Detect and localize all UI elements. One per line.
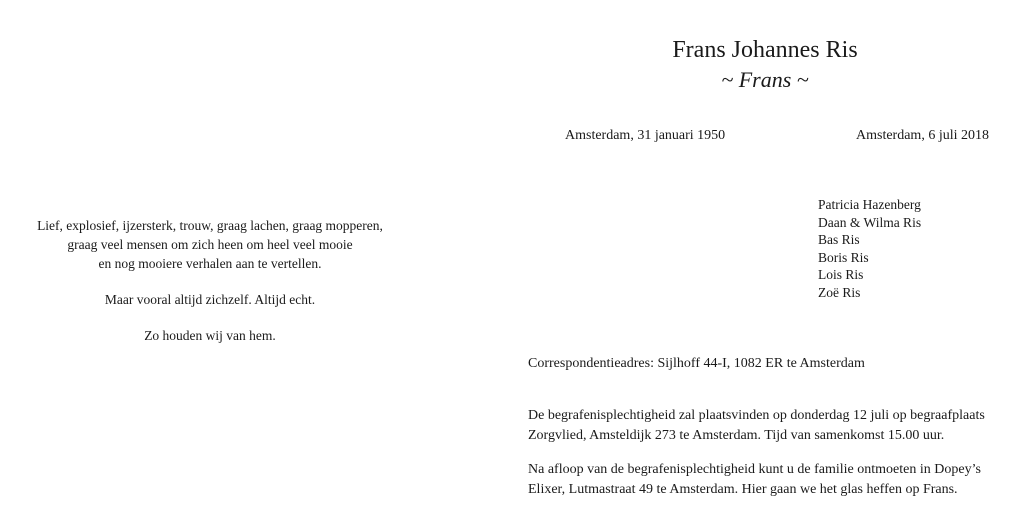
family-member: Daan & Wilma Ris: [818, 214, 922, 230]
family-member: Boris Ris: [818, 249, 869, 265]
tribute-line: Maar vooral altijd zichzelf. Altijd echt.: [104, 292, 316, 307]
correspondence-address: Correspondentieadres: Sijlhoff 44-I, 1082 ER te Amsterdam: [528, 356, 865, 371]
tribute-line: Zo houden wij van hem.: [144, 328, 276, 343]
death-place-date: Amsterdam, 6 juli 2018: [856, 128, 989, 143]
family-member: Bas Ris: [818, 232, 860, 247]
reception-line: Na afloop van de begrafenisplechtigheid kunt u de familie ontmoeten in Dopey’s: [528, 462, 981, 477]
tribute-paragraph-2: [12, 290, 408, 309]
tribute-line: Lief, explosief, ijzersterk, trouw, graag lachen, graag mopperen,: [37, 218, 383, 233]
tribute-paragraph-1: [12, 216, 408, 273]
tribute-line: en nog mooiere verhalen aan te vertellen.: [98, 256, 322, 271]
reception-details: [528, 460, 981, 500]
reception-line: Elixer, Lutmastraat 49 te Amsterdam. Hier gaan we het glas heffen op Frans.: [528, 482, 958, 497]
funeral-line: De begrafenisplechtigheid zal plaatsvinden op donderdag 12 juli op begraafplaats: [528, 408, 985, 423]
birth-place-date: Amsterdam, 31 januari 1950: [565, 128, 726, 143]
family-member: Lois Ris: [818, 267, 864, 282]
family-member: Zoë Ris: [818, 284, 861, 300]
funeral-line: Zorgvlied, Amsteldijk 273 te Amsterdam. Tijd van samenkomst 15.00 uur.: [528, 428, 945, 443]
deceased-nickname: ~ Frans ~: [721, 67, 809, 92]
deceased-full-name: Frans Johannes Ris: [672, 37, 858, 63]
funeral-details: [528, 406, 985, 446]
family-list: [818, 196, 921, 301]
tribute-text: [12, 216, 408, 362]
family-member: Patricia Hazenberg: [818, 197, 921, 212]
tribute-paragraph-3: [12, 326, 408, 345]
tribute-line: graag veel mensen om zich heen om heel veel mooie: [67, 237, 353, 252]
